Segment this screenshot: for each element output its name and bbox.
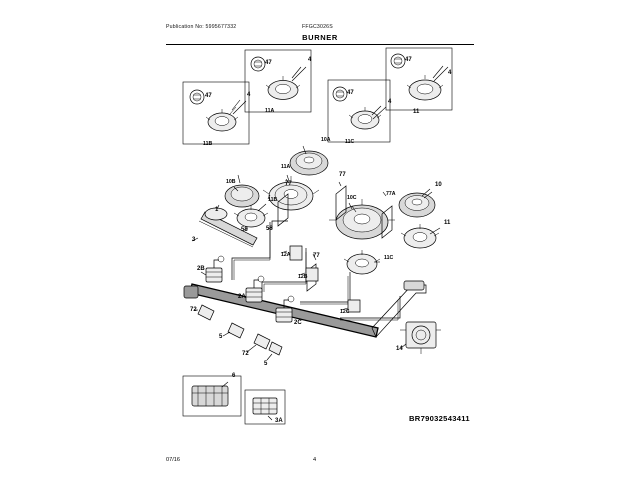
page-title: BURNER (302, 33, 338, 42)
callout-number: 77 (285, 181, 292, 187)
callout-number: 11 (444, 220, 451, 226)
callout-number: 11C (384, 255, 394, 261)
callout-number: 11B (268, 197, 278, 203)
callout-number: 10A (321, 137, 331, 143)
callout-number: 77 (313, 253, 320, 259)
detail-box-11c (328, 80, 390, 142)
callout-number: 4 (308, 57, 312, 63)
callout-number: 58 (266, 226, 273, 232)
callout-number: 10 (435, 182, 442, 188)
footer-page-number: 4 (313, 457, 317, 463)
callout-number: 4 (448, 70, 452, 76)
burner-cap-10b (225, 185, 259, 207)
drawing-code: BR79032543411 (409, 414, 470, 423)
callout-number: 2C (294, 320, 302, 326)
detail-box-11 (386, 48, 452, 110)
valve-fitting-5b (267, 342, 282, 360)
callout-number: 2A (238, 294, 246, 300)
valve-fitting-72a (194, 305, 214, 320)
pressure-regulator-14 (400, 322, 441, 354)
callout-number: 3A (275, 418, 283, 424)
bracket-12c (348, 300, 360, 312)
callout-number: 5 (219, 334, 223, 340)
callout-number: 47 (265, 60, 272, 66)
valve-fitting-72b (247, 334, 270, 352)
callout-number: 47 (347, 90, 354, 96)
callout-number: 4 (247, 92, 251, 98)
callout-number: 77 (339, 172, 346, 178)
bracket-12b (306, 268, 318, 281)
callout-number: 10B (226, 179, 236, 185)
burner-head-11b (234, 204, 268, 227)
gas-valve-2a (246, 276, 264, 302)
callout-number: 58 (241, 227, 248, 233)
burner-head-11-right (401, 224, 440, 248)
detail-box-6 (183, 376, 241, 416)
callout-number: 12C (340, 309, 350, 315)
callout-number: 12A (281, 252, 291, 258)
callout-number: 3 (192, 237, 196, 243)
callout-number: 11C (345, 139, 355, 145)
callout-number: 6 (232, 373, 236, 379)
footer-date: 07/16 (166, 457, 180, 463)
gas-valve-2c (276, 296, 294, 322)
callout-number: 11A (281, 164, 291, 170)
callout-number: 11B (203, 141, 213, 147)
detail-box-11b (183, 82, 249, 144)
callout-number: 47 (205, 93, 212, 99)
burner-head-11c (344, 250, 380, 274)
burner-cap-10 (399, 192, 435, 217)
callout-number: 5 (264, 361, 268, 367)
callout-number: 14 (396, 346, 403, 352)
callout-number: 72 (242, 351, 249, 357)
bracket-12a (290, 246, 302, 260)
callout-number: 72 (190, 307, 197, 313)
main-manifold-pipe (184, 281, 426, 337)
callout-number: 4 (388, 99, 392, 105)
callout-number: 77A (386, 191, 396, 197)
detail-box-11a (245, 50, 311, 112)
callout-number: 47 (405, 57, 412, 63)
callout-number: 11 (413, 109, 420, 115)
valve-fitting-5a (223, 323, 244, 338)
callout-number: 10C (347, 195, 357, 201)
burner-cap-10a (290, 146, 328, 175)
model-number: FFGC3026S (302, 24, 333, 30)
burner-cap-10c (329, 199, 395, 239)
callout-number: 1 (215, 207, 219, 213)
callout-number: 12B (298, 274, 308, 280)
publication-number: Publication No: 5995677332 (166, 24, 237, 30)
callout-number: 11A (265, 108, 275, 114)
callout-number: 2B (197, 266, 205, 272)
